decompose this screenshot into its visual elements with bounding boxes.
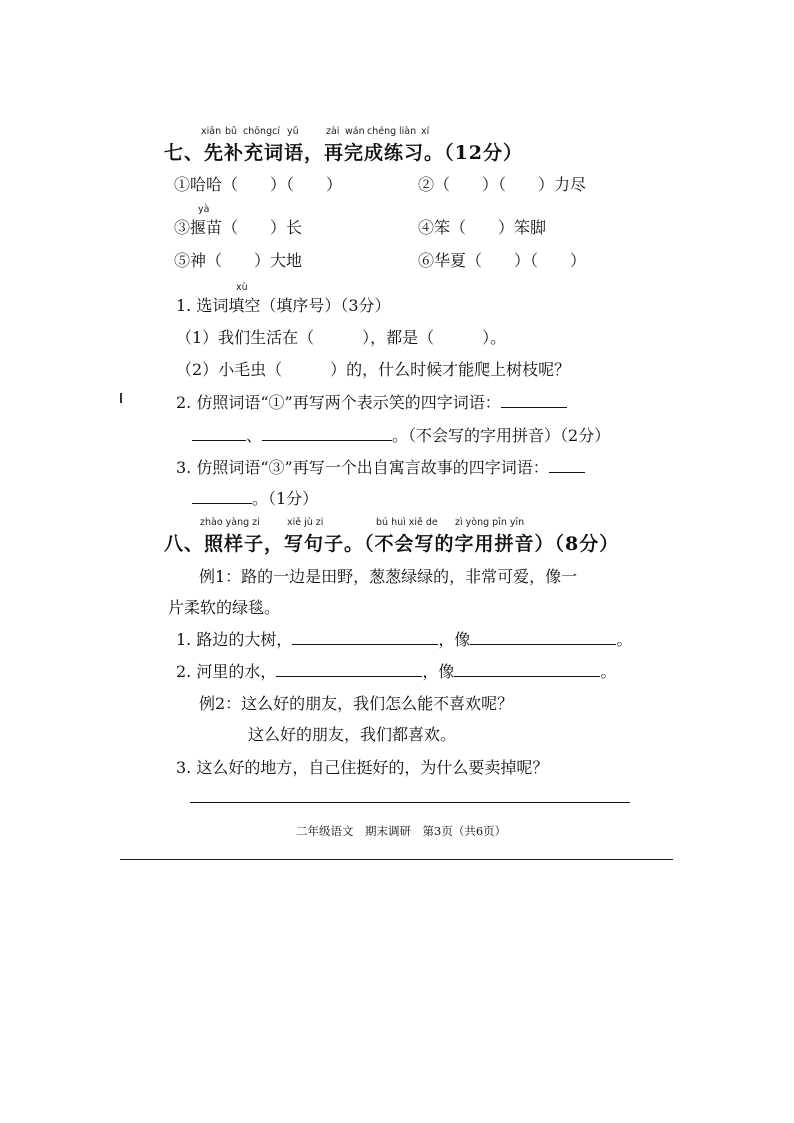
s1-period: 。 (616, 630, 633, 649)
q1-title: 1. 选词填空（填序号）（3分） (176, 296, 391, 315)
section8-title: 八、照样子，写句子。（不会写的字用拼音）（8分） (164, 533, 620, 555)
q1-sentence-b: （2）小毛虫（ ）的，什么时候才能爬上树枝呢？ (176, 360, 571, 379)
answer-blank[interactable] (292, 630, 438, 645)
q3-continuation (192, 486, 318, 509)
answer-blank[interactable] (501, 393, 567, 408)
pinyin-buhuixiede: bú huì xiě de (376, 517, 438, 528)
example1-line2: 片柔软的绿毯。 (168, 598, 281, 617)
idiom-item-6: ⑥华夏（ ）（ ） (418, 251, 587, 270)
pinyin-chongci: chōngcí (243, 126, 280, 137)
pinyin-ziyongpinyin: zì yòng pīn yīn (455, 517, 525, 528)
s2-period: 。 (600, 662, 617, 681)
answer-blank[interactable] (276, 662, 422, 677)
pinyin-zhaoyangzi: zhào yàng zi (200, 517, 260, 528)
pinyin-xiejuzi: xiě jù zi (287, 517, 324, 528)
idiom-item-5: ⑤神（ ）大地 (174, 251, 303, 270)
idiom-item-2: ②（ ）（ ）力尽 (418, 175, 587, 194)
example2-line2: 这么好的朋友，我们都喜欢。 (248, 725, 457, 744)
answer-blank[interactable] (470, 630, 616, 645)
pinyin-ya: yà (198, 204, 210, 215)
idiom-item-3: ③揠苗（ ）长 (174, 218, 303, 237)
q3-prompt (176, 455, 585, 478)
s1-mid: ，像 (438, 630, 471, 649)
answer-line[interactable] (190, 802, 630, 803)
pinyin-xi: xí (421, 126, 430, 137)
idiom-item-1: ①哈哈（ ）（ ） (174, 175, 343, 194)
q2-tail: 。（不会写的字用拼音）（2分） (392, 426, 611, 445)
sentence-1 (176, 627, 632, 650)
pinyin-zai: zài (326, 126, 340, 137)
answer-blank[interactable] (549, 458, 585, 473)
page-divider (120, 859, 673, 860)
q2-separator: 、 (246, 426, 263, 445)
answer-blank[interactable] (454, 662, 600, 677)
idiom-item-4: ④笨（ ）笨脚 (418, 218, 547, 237)
section7-title: 七、先补充词语，再完成练习。（12分） (164, 142, 523, 164)
pinyin-cheng: chéng (367, 126, 397, 137)
sentence-3: 3. 这么好的地方，自己住挺好的，为什么要卖掉呢？ (176, 758, 549, 777)
q3-tail: 。（1分） (252, 489, 319, 508)
q2-text: 2. 仿照词语“①”再写两个表示笑的四字词语： (176, 393, 501, 412)
example1-line1: 例1：路的一边是田野，葱葱绿绿的，非常可爱，像一 (199, 567, 578, 586)
answer-blank[interactable] (262, 426, 392, 441)
q2-continuation (192, 423, 610, 446)
s2-text: 2. 河里的水， (176, 662, 277, 681)
answer-blank[interactable] (192, 489, 252, 504)
q1-sentence-a: （1）我们生活在（ ），都是（ ）。 (176, 328, 507, 347)
answer-blank[interactable] (192, 426, 246, 441)
pinyin-bu: bǔ (225, 126, 238, 137)
scan-mark (120, 393, 122, 403)
example2-line1: 例2：这么好的朋友，我们怎么能不喜欢呢？ (199, 694, 514, 713)
pinyin-xian: xiān (201, 126, 222, 137)
s2-mid: ，像 (422, 662, 455, 681)
pinyin-wan: wán (345, 126, 365, 137)
q2-prompt (176, 390, 567, 413)
sentence-2 (176, 659, 616, 682)
s1-text: 1. 路边的大树， (176, 630, 293, 649)
q3-text: 3. 仿照词语“③”再写一个出自寓言故事的四字词语： (176, 458, 549, 477)
page-footer: 二年级语文 期末调研 第3页（共6页） (296, 824, 507, 838)
pinyin-xu: xù (236, 282, 248, 293)
pinyin-lian: liàn (399, 126, 417, 137)
pinyin-yu: yǔ (287, 126, 299, 137)
